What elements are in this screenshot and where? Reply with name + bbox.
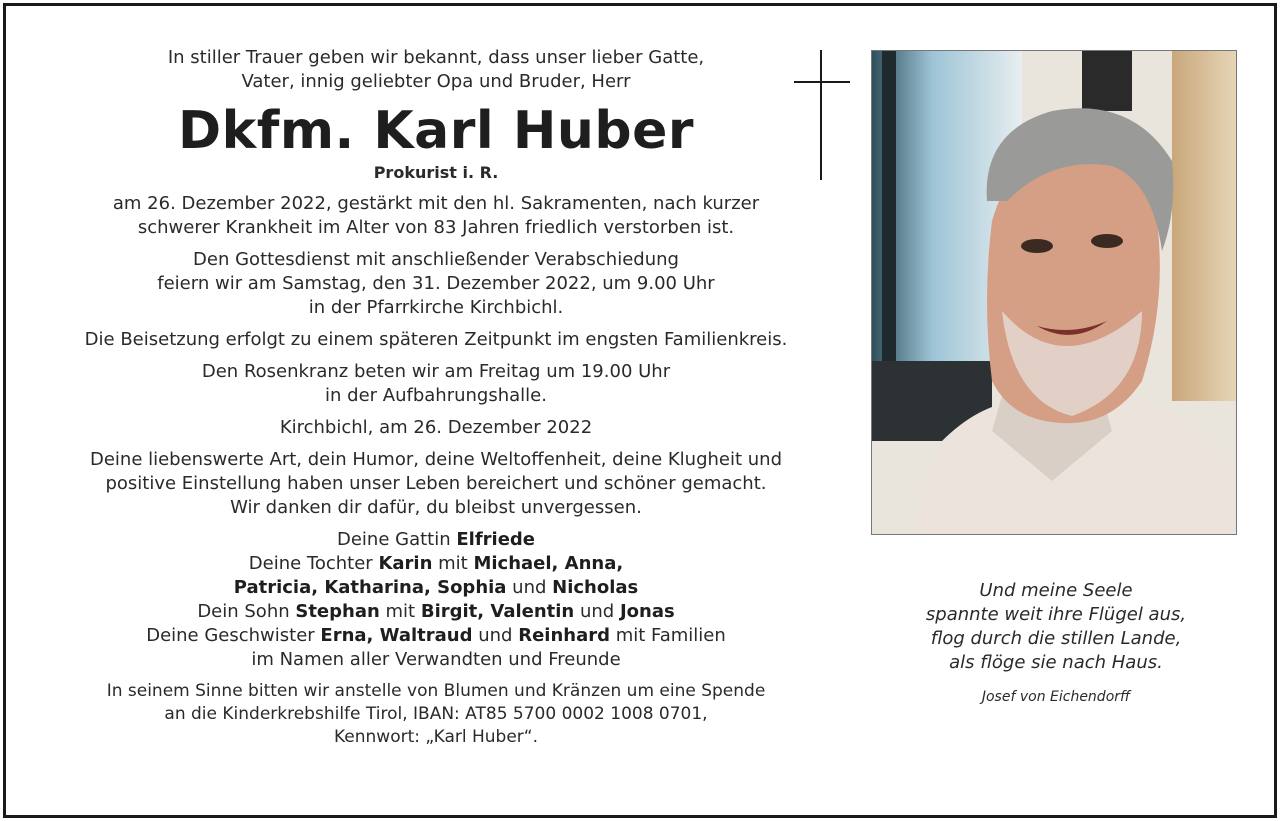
obituary-text xyxy=(56,46,816,749)
mourner-relatives: im Namen aller Verwandten und Freunde xyxy=(251,649,621,670)
donation-request: In seinem Sinne bitten wir anstelle von Blumen und Kränzen um eine Spende an die Kinderkrebshilfe Tirol, IBAN: AT85 5700 0002 1008 0701, Kennwort: „Karl Huber“. xyxy=(106,681,766,747)
mourner-grandchildren: Patricia, Katharina, Sophia und Nicholas xyxy=(233,577,639,598)
portrait-photo xyxy=(871,50,1237,535)
tribute-text: Deine liebenswerte Art, dein Humor, deine Weltoffenheit, deine Klugheit und positive Einstellung haben unser Leben bereichert und schöner gemacht. Wir danken dir dafür, du bleibst unvergessen. xyxy=(89,449,783,518)
intro-text: In stiller Trauer geben wir bekannt, dass unser lieber Gatte, Vater, innig geliebter Opa und Bruder, Herr xyxy=(167,47,705,92)
mourner-daughter: Deine Tochter Karin mit Michael, Anna, xyxy=(248,553,624,574)
rosary-info: Den Rosenkranz beten wir am Freitag um 19.00 Uhr in der Aufbahrungshalle. xyxy=(201,361,671,406)
mourners-list xyxy=(56,528,816,672)
portrait-illustration xyxy=(872,51,1236,534)
mourner-son: Dein Sohn Stephan mit Birgit, Valentin und Jonas xyxy=(197,601,675,622)
obituary-card xyxy=(3,3,1277,818)
place-date: Kirchbichl, am 26. Dezember 2022 xyxy=(279,417,593,438)
cross-icon xyxy=(794,50,850,180)
mourner-wife: Deine Gattin Elfriede xyxy=(336,529,536,550)
mourner-siblings: Deine Geschwister Erna, Waltraud und Reinhard mit Familien xyxy=(146,625,726,646)
deceased-title: Prokurist i. R. xyxy=(373,163,499,182)
deceased-name: Dkfm. Karl Huber xyxy=(177,101,695,161)
death-notice: am 26. Dezember 2022, gestärkt mit den hl. Sakramenten, nach kurzer schwerer Krankheit im Alter von 83 Jahren friedlich verstorben ist. xyxy=(112,193,760,238)
service-info: Den Gottesdienst mit anschließender Verabschiedung feiern wir am Samstag, den 31. Dezember 2022, um 9.00 Uhr in der Pfarrkirche Kirchbichl. xyxy=(157,249,715,318)
poem: Und meine Seele spannte weit ihre Flügel aus, flog durch die stillen Lande, als flöge sie nach Haus. Josef von Eichendorff xyxy=(886,579,1226,709)
burial-info: Die Beisetzung erfolgt zu einem späteren Zeitpunkt im engsten Familienkreis. xyxy=(84,329,788,350)
poem-author: Josef von Eichendorff xyxy=(981,689,1131,705)
